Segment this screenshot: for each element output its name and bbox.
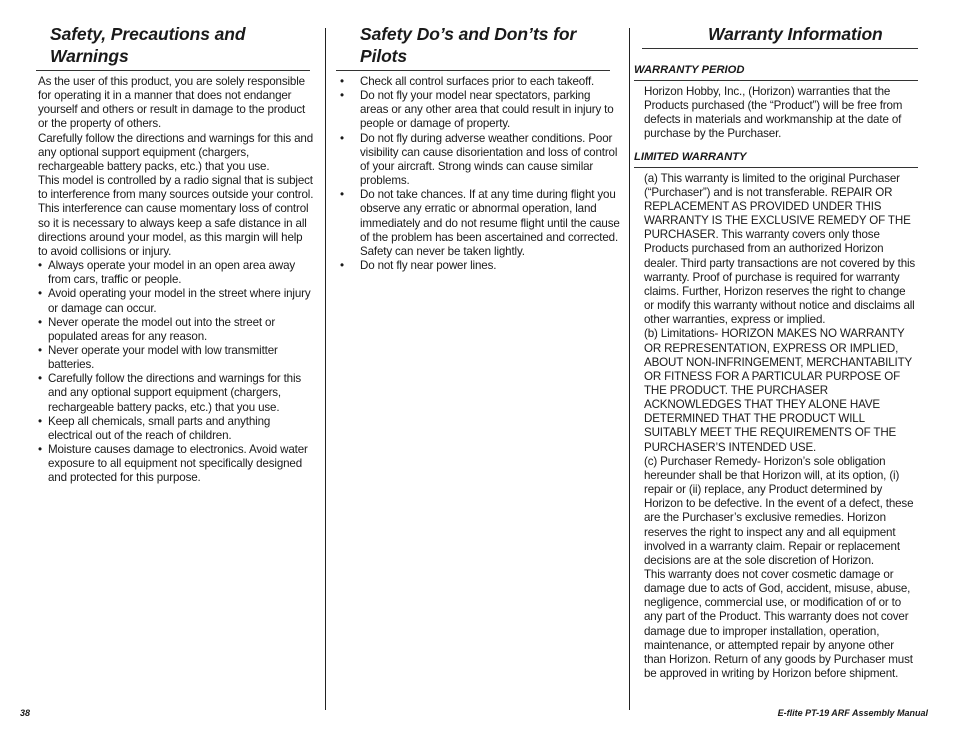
warranty-period-heading: WARRANTY PERIOD — [634, 63, 918, 81]
bullet-item: • Do not fly near power lines. — [336, 259, 620, 273]
limited-warranty-heading: LIMITED WARRANTY — [634, 150, 918, 168]
bullet-icon: • — [340, 89, 344, 103]
bullet-icon: • — [38, 287, 42, 301]
bullet-icon: • — [38, 414, 42, 428]
paragraph: (c) Purchaser Remedy- Horizon’s sole obligation hereunder shall be that Horizon will, at its option, (i) repair or (ii) replace, any Product determined by Horizon to be defective. In the event of a defect, these are the Purchaser’s exclusive remedies. Horizon reserves the right to inspect any and all equipment involved in a warranty claim. Repair or replacement decisions are at the sole discretion of Horizon. — [644, 454, 914, 567]
bullet-item: • Keep all chemicals, small parts and anything electrical out of the reach of children. — [38, 414, 271, 442]
bullet-item: • Do not fly during adverse weather conditions. Poor visibility can cause disorientation and loss of control of your aircraft. Strong winds can cause similar problems. — [336, 132, 620, 189]
bullet-icon: • — [340, 188, 344, 202]
limited-warranty-text — [644, 172, 918, 682]
manual-title: E-flite PT-19 ARF Assembly Manual — [777, 708, 928, 718]
paragraph: Carefully follow the directions and warnings for this and any optional support equipment (chargers, rechargeable battery packs, etc.) that you use. — [38, 131, 313, 173]
bullet-icon: • — [340, 259, 344, 273]
bullet-item: • Avoid operating your model in the street where injury or damage can occur. — [38, 287, 311, 315]
paragraph: This model is controlled by a radio signal that is subject to interference from many sources outside your control. This interference can cause momentary loss of control so it is necessary to always keep a safe distance in all directions around your model, as this margin will help to avoid collisions or injury. — [38, 174, 314, 258]
bullet-icon: • — [38, 315, 42, 329]
column-divider — [325, 28, 326, 710]
paragraph: Horizon Hobby, Inc., (Horizon) warranties that the Products purchased (the “Product”) will be free from defects in materials and workmanship at the date of purchase by the Purchaser. — [644, 85, 903, 141]
warranty-heading: Warranty Information — [642, 22, 918, 49]
bullet-item: • Always operate your model in an open area away from cars, traffic or people. — [38, 259, 296, 287]
bullet-item: • Carefully follow the directions and warnings for this and any optional support equipment (chargers, rechargeable battery packs, etc.) that you use. — [38, 372, 302, 414]
bullet-item: • Do not fly your model near spectators, parking areas or any other area that could result in injury to people or damage of property. — [336, 89, 620, 131]
column-divider — [629, 28, 630, 710]
paragraph: As the user of this product, you are solely responsible for operating it in a manner that does not endanger yourself and others or result in damage to the product or the property of others. — [38, 75, 306, 131]
safety-precautions-heading: Safety, Precautions and Warnings — [36, 22, 310, 71]
warranty-period-text — [644, 85, 918, 142]
bullet-icon: • — [340, 75, 344, 88]
paragraph: (a) This warranty is limited to the original Purchaser (“Purchaser”) and is not transferable. REPAIR OR REPLACEMENT AS PROVIDED UNDER THIS WARRANTY IS THE EXCLUSIVE REMEDY OF THE PURCHASER. This warranty covers only those Products purchased from an authorized Horizon dealer. Third party transactions are not covered by this warranty. Proof of purchase is required for warranty claims. Further, Horizon reserves the right to change or modify this warranty without notice and disclaims all other warranties, express or implied. — [644, 171, 916, 327]
safety-dos-donts-heading: Safety Do’s and Don’ts for Pilots — [336, 22, 610, 71]
safety-precautions-body — [38, 75, 314, 486]
bullet-icon: • — [38, 443, 42, 457]
bullet-item: • Moisture causes damage to electronics. Avoid water exposure to all equipment not specifically designed and protected for this purpose. — [38, 443, 308, 485]
bullet-icon: • — [38, 259, 42, 273]
bullet-icon: • — [38, 343, 42, 357]
safety-dos-donts-column — [336, 22, 620, 273]
safety-dos-donts-body — [336, 75, 620, 273]
bullet-item: • Never operate the model out into the street or populated areas for any reason. — [38, 315, 276, 343]
bullet-item: • Never operate your model with low transmitter batteries. — [38, 343, 278, 372]
bullet-icon: • — [38, 372, 42, 386]
warranty-column — [634, 22, 928, 681]
bullet-item: • Do not take chances. If at any time during flight you observe any erratic or abnormal operation, land immediately and do not resume flight until the cause of the problem has been ascertained and corrected. Safety can never be taken lightly. — [336, 188, 620, 259]
paragraph: This warranty does not cover cosmetic damage or damage due to acts of God, accident, misuse, abuse, negligence, commercial use, or modification of or to any part of the Product. This warranty does not cover damage due to improper installation, operation, maintenance, or attempted repair by anyone other than Horizon. Return of any goods by Purchaser must be approved in writing by Horizon before shipment. — [644, 568, 913, 681]
paragraph: (b) Limitations- HORIZON MAKES NO WARRANTY OR REPRESENTATION, EXPRESS OR IMPLIED, ABOUT NON-INFRINGEMENT, MERCHANTABILITY OR FITNESS FOR A PARTICULAR PURPOSE OF THE PRODUCT. THE PURCHASER ACKNOWLEDGES THAT THEY ALONE HAVE DETERMINED THAT THE PRODUCT WILL SUITABLY MEET THE REQUIREMENTS OF THE PURCHASER’S INTENDED USE. — [644, 327, 912, 454]
page-number: 38 — [20, 708, 31, 718]
safety-precautions-column — [36, 22, 314, 486]
bullet-icon: • — [340, 131, 344, 145]
bullet-item: • Check all control surfaces prior to each takeoff. — [336, 75, 620, 89]
